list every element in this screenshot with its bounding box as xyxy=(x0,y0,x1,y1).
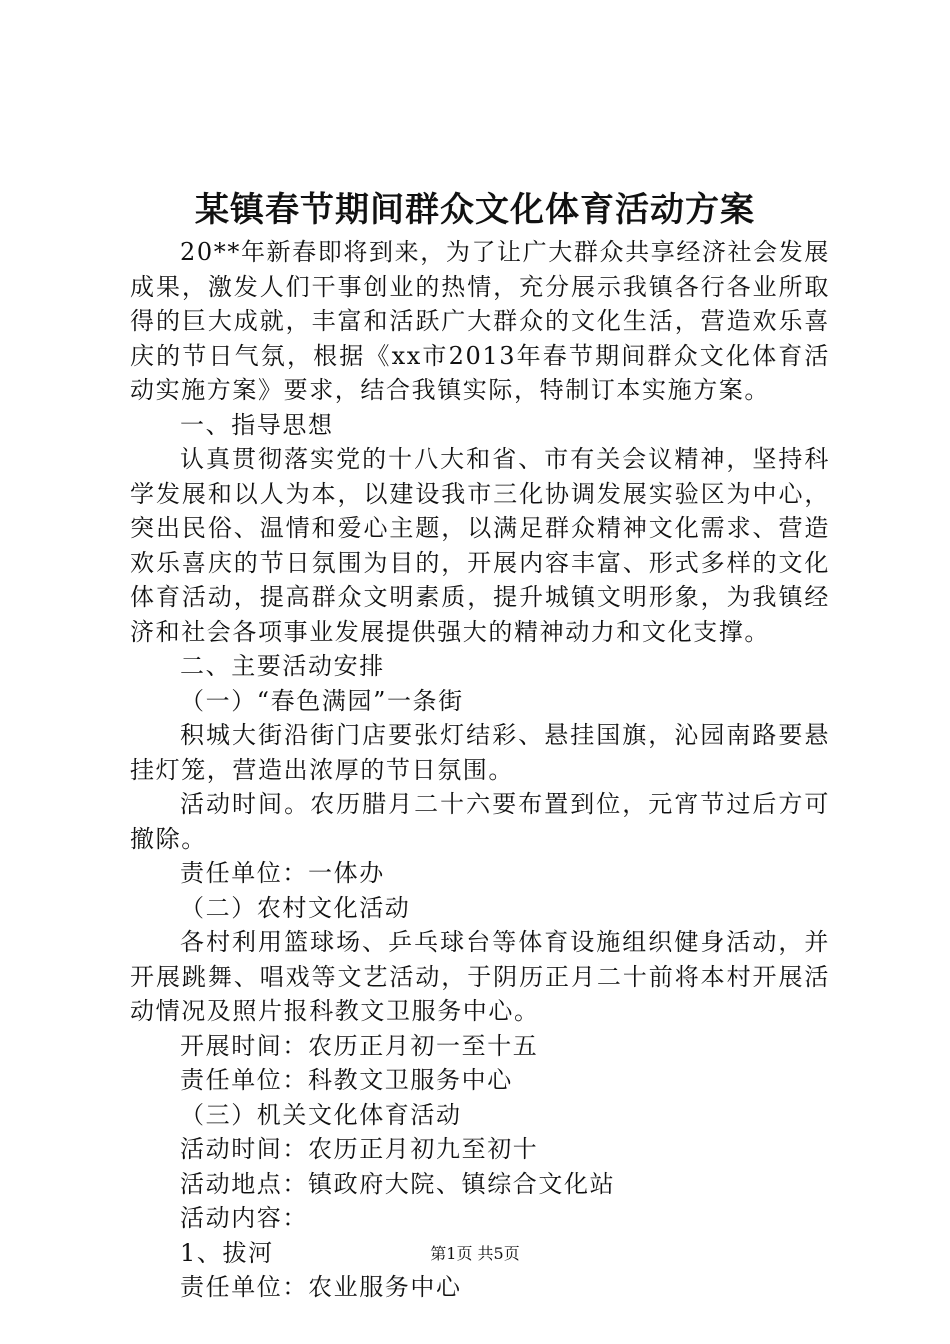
agency-sports-content-label: 活动内容： xyxy=(180,1204,308,1232)
rural-culture-time: 开展时间：农历正月初一至十五 xyxy=(180,1031,539,1060)
rural-culture-paragraph: 各村利用篮球场、乒乓球台等体育设施组织健身活动，并开展跳舞、唱戏等文艺活动，于阴历正月二十前将本村开展活动情况及照片报科教文卫服务中心。 xyxy=(130,928,830,1025)
subsection-heading-rural-culture: （二）农村文化活动 xyxy=(180,893,411,922)
spring-street-paragraph: 积城大街沿街门店要张灯结彩、悬挂国旗，沁园南路要悬挂灯笼，营造出浓厚的节日氛围。 xyxy=(130,721,830,784)
document-body xyxy=(130,235,830,1305)
agency-sports-item-tug-of-war: 1、拔河 xyxy=(180,1238,274,1267)
subsection-heading-agency-sports: （三）机关文化体育活动 xyxy=(180,1100,462,1129)
spring-street-responsible-unit: 责任单位：一体办 xyxy=(180,859,385,887)
guiding-ideology-paragraph: 认真贯彻落实党的十八大和省、市有关会议精神，坚持科学发展和以人为本，以建设我市三化协调发展实验区为中心，突出民俗、温情和爱心主题，以满足群众精神文化需求、营造欢乐喜庆的节日氛围为目的，开展内容丰富、形式多样的文化体育活动，提高群众文明素质，提升城镇文明形象，为我镇经济和社会各项事业发展提供强大的精神动力和文化支撑。 xyxy=(130,445,830,646)
agency-sports-location: 活动地点：镇政府大院、镇综合文化站 xyxy=(180,1169,616,1198)
spring-street-time: 活动时间。农历腊月二十六要布置到位，元宵节过后方可撤除。 xyxy=(130,790,830,853)
page-footer: 第1页 共5页 xyxy=(430,1244,520,1263)
subsection-heading-spring-street: （一）“春色满园”一条街 xyxy=(180,686,464,715)
intro-paragraph: 20**年新春即将到来，为了让广大群众共享经济社会发展成果，激发人们干事创业的热情，充分展示我镇各行各业所取得的巨大成就，丰富和活跃广大群众的文化生活，营造欢乐喜庆的节日气氛，根据《xx市2013年春节期间群众文化体育活动实施方案》要求，结合我镇实际，特制订本实施方案。 xyxy=(130,238,830,404)
section-heading-guiding-ideology: 一、指导思想 xyxy=(180,410,334,439)
section-heading-main-activities: 二、主要活动安排 xyxy=(180,652,385,680)
agency-sports-time: 活动时间：农历正月初九至初十 xyxy=(180,1135,539,1163)
rural-culture-responsible-unit: 责任单位：科教文卫服务中心 xyxy=(180,1066,513,1094)
document-title: 某镇春节期间群众文化体育活动方案 xyxy=(195,190,755,230)
agency-sports-responsible-unit: 责任单位：农业服务中心 xyxy=(180,1273,462,1301)
